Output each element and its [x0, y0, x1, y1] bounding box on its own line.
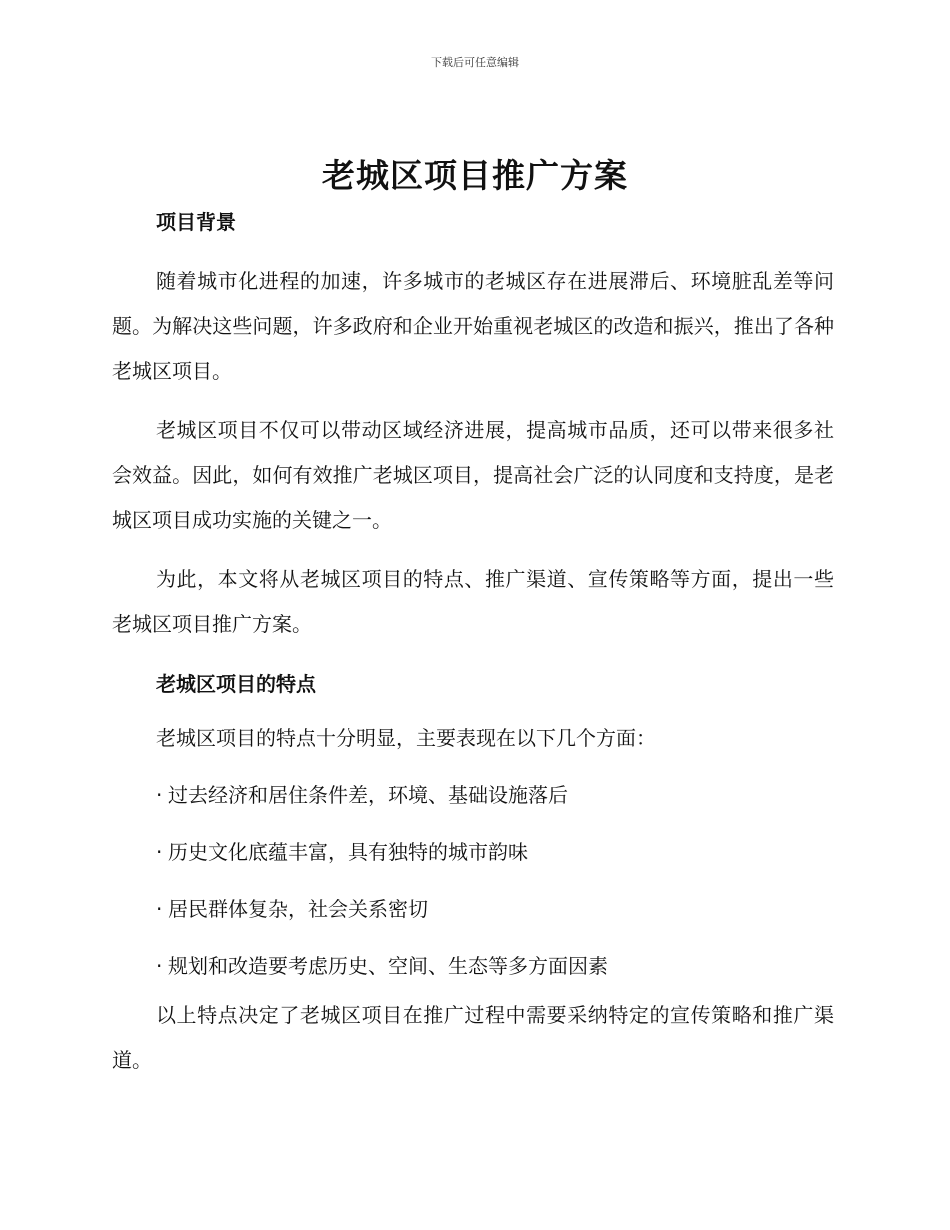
bullet-dot-icon: ·: [156, 783, 163, 807]
features-intro: 老城区项目的特点十分明显，主要表现在以下几个方面：: [156, 726, 656, 750]
feature-bullet-text: 居民群体复杂，社会关系密切: [168, 897, 428, 921]
feature-bullet-text: 过去经济和居住条件差，环境、基础设施落后: [168, 783, 568, 807]
features-conclusion: 以上特点决定了老城区项目在推广过程中需要采纳特定的宣传策略和推广渠道。: [112, 1003, 834, 1072]
section-heading-features: 老城区项目的特点: [156, 672, 316, 696]
feature-bullet-4: [112, 949, 834, 983]
bullet-dot-icon: ·: [156, 840, 163, 864]
bullet-dot-icon: ·: [156, 954, 163, 978]
feature-bullet-text: 规划和改造要考虑历史、空间、生态等多方面因素: [168, 954, 608, 978]
feature-bullet-1: [112, 778, 834, 812]
header-note: 下载后可任意编辑: [431, 56, 519, 69]
document-title: 老城区项目推广方案: [322, 156, 628, 195]
background-paragraph-3: 为此，本文将从老城区项目的特点、推广渠道、宣传策略等方面，提出一些老城区项目推广方案。: [112, 567, 834, 636]
section-heading-background: 项目背景: [156, 210, 236, 234]
feature-bullet-text: 历史文化底蕴丰富，具有独特的城市韵味: [168, 840, 528, 864]
background-paragraph-2: 老城区项目不仅可以带动区域经济进展，提高城市品质，还可以带来很多社会效益。因此，如何有效推广老城区项目，提高社会广泛的认同度和支持度，是老城区项目成功实施的关键之一。: [112, 418, 834, 532]
bullet-dot-icon: ·: [156, 897, 163, 921]
feature-bullet-2: [112, 835, 834, 869]
feature-bullet-3: [112, 892, 834, 926]
document-body: [112, 205, 834, 1097]
background-paragraph-1: 随着城市化进程的加速，许多城市的老城区存在进展滞后、环境脏乱差等问题。为解决这些问题，许多政府和企业开始重视老城区的改造和振兴，推出了各种老城区项目。: [112, 269, 834, 383]
